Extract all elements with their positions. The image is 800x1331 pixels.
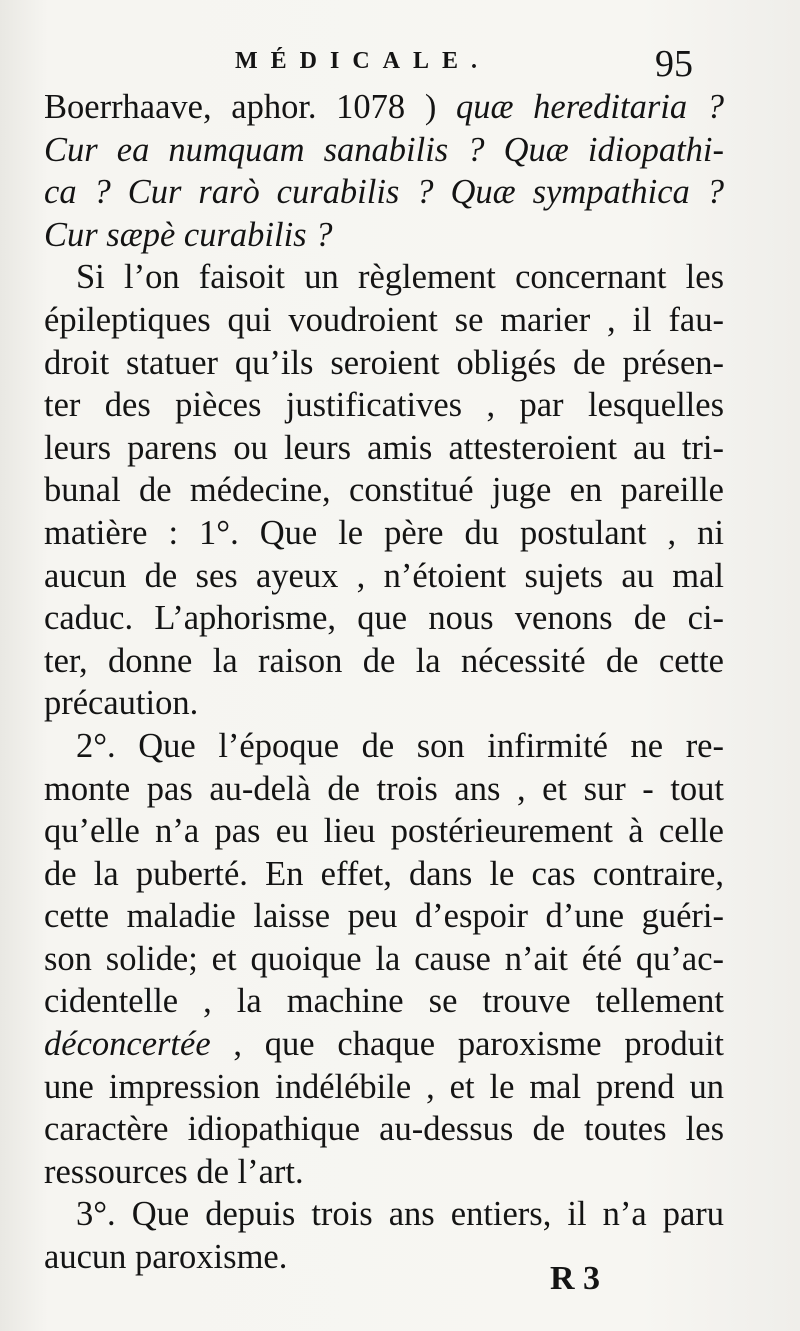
text-line: Cur ea numquam sanabilis ? Quæ idiopathi- [44, 130, 724, 169]
text-line: cidentelle , la machine se trouve tellement [44, 982, 724, 1021]
text-line: leurs parens ou leurs amis attesteroient au tri- [44, 428, 724, 467]
running-title: MÉDICALE. [235, 48, 491, 74]
text-line: Boerrhaave, aphor. 1078 ) quæ hereditaria ? [44, 88, 724, 126]
body-text [44, 86, 724, 1279]
text-line: déconcertée , que chaque paroxisme produit [44, 1025, 724, 1064]
text-line: qu’elle n’a pas eu lieu postérieurement à celle [44, 812, 724, 851]
text-line: épileptiques qui voudroient se marier , il fau- [44, 300, 724, 339]
text-line: caduc. L’aphorisme, que nous venons de ci- [44, 599, 724, 638]
text-line: cette maladie laisse peu d’espoir d’une guéri- [44, 897, 724, 936]
text-line: aucun paroxisme. [44, 1238, 288, 1277]
text-line: ca ? Cur rarò curabilis ? Quæ sympathica ? [44, 173, 724, 212]
page-number: 95 [655, 43, 693, 85]
text-line: 2°. Que l’époque de son infirmité ne re- [76, 726, 724, 765]
text-line: Cur sæpè curabilis ? [44, 215, 333, 254]
signature-mark: R 3 [550, 1260, 601, 1297]
text-line: 3°. Que depuis trois ans entiers, il n’a paru [76, 1195, 724, 1234]
text-line: son solide; et quoique la cause n’ait été qu’ac- [44, 939, 724, 978]
text-line: précaution. [44, 684, 199, 723]
text-line: droit statuer qu’ils seroient obligés de présen- [44, 343, 724, 382]
text-line: ter, donne la raison de la nécessité de cette [44, 641, 724, 680]
text-line: ressources de l’art. [44, 1152, 304, 1191]
text-line: aucun de ses ayeux , n’étoient sujets au mal [44, 556, 724, 595]
text-line: monte pas au-delà de trois ans , et sur - tout [44, 769, 724, 808]
text-line: bunal de médecine, constitué juge en pareille [44, 471, 724, 510]
text-line: de la puberté. En effet, dans le cas contraire, [44, 854, 724, 893]
text-line: une impression indélébile , et le mal prend un [44, 1067, 724, 1106]
text-line: Si l’on faisoit un règlement concernant les [76, 258, 724, 297]
text-line: matière : 1°. Que le père du postulant , ni [44, 513, 724, 552]
text-line: caractère idiopathique au-dessus de toutes les [44, 1110, 724, 1149]
text-line: ter des pièces justificatives , par lesquelles [44, 386, 724, 425]
